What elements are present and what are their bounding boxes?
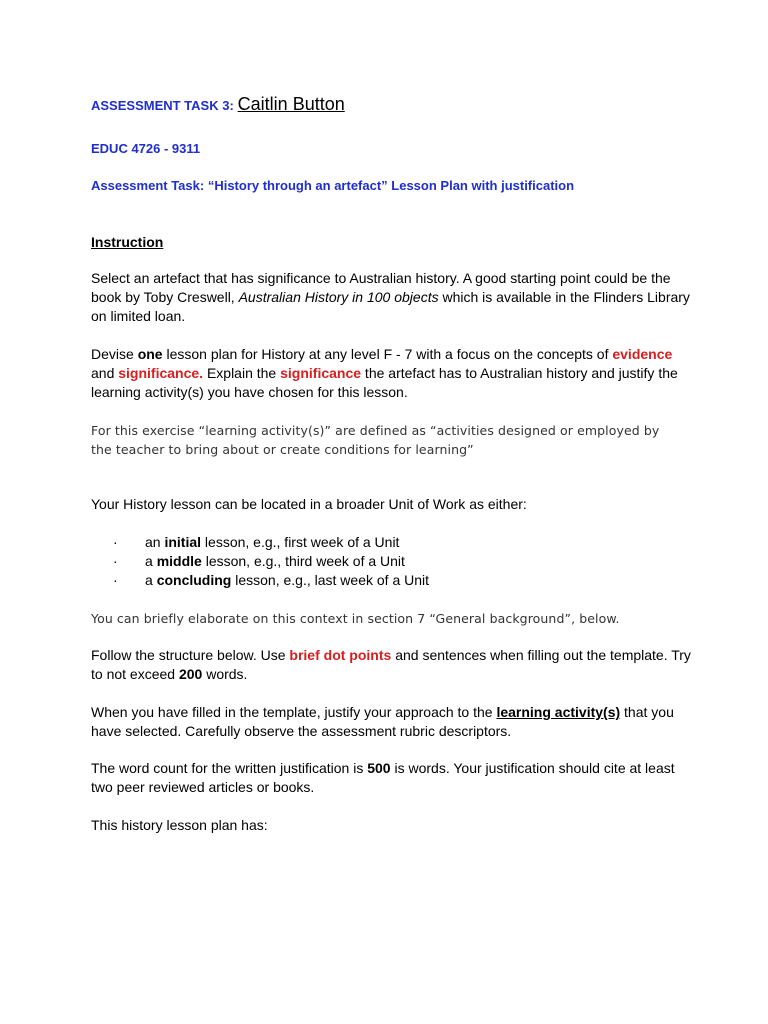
instruction-heading: Instruction (91, 234, 164, 250)
course-code: EDUC 4726 - 9311 (91, 141, 201, 156)
paragraph-lesson-plan-has: This history lesson plan has: (91, 817, 268, 833)
author-name: Caitlin Button (237, 94, 345, 114)
paragraph-artefact: Select an artefact that has significance to Australian history. A good starting point could be the book by Toby Creswell, Australian History in 100 objects which is available in the Flinders Library on limited loan. (91, 270, 690, 324)
learning-activity-keyword: learning activity(s) (496, 704, 621, 720)
paragraph-word-count: The word count for the written justification is 500 is words. Your justification should cite at least two peer reviewed articles or books. (91, 760, 675, 795)
list-item: a middle lesson, e.g., third week of a Unit (145, 553, 405, 569)
evidence-keyword: evidence (612, 346, 673, 362)
paragraph-context-note: You can briefly elaborate on this context in section 7 “General background”, below. (91, 611, 620, 626)
significance-keyword-2: significance (280, 365, 362, 381)
significance-keyword: significance. (118, 365, 204, 381)
paragraph-structure: Follow the structure below. Use brief dot points and sentences when filling out the template. Try to not exceed 200 words. (91, 647, 691, 682)
book-title: Australian History in 100 objects (238, 289, 439, 305)
bullet-marker: · (113, 572, 118, 588)
paragraph-justify: When you have filled in the template, justify your approach to the learning activity(s) that you have selected. Carefully observe the assessment rubric descriptors. (91, 704, 674, 739)
list-item: an initial lesson, e.g., first week of a Unit (145, 534, 400, 550)
bullet-marker: · (113, 553, 118, 569)
task-title: Assessment Task: “History through an artefact” Lesson Plan with justification (91, 178, 575, 193)
paragraph-definition: For this exercise “learning activity(s)” are defined as “activities designed or employed by the teacher to bring about or create conditions for learning” (91, 423, 660, 457)
task-label: ASSESSMENT TASK 3: (91, 98, 234, 113)
task-header (91, 95, 691, 115)
brief-dot-points-keyword: brief dot points (289, 647, 392, 663)
bullet-marker: · (113, 534, 118, 550)
paragraph-devise: Devise one lesson plan for History at any level F - 7 with a focus on the concepts of evidence and significance. Explain the significance the artefact has to Australian history and justify the learning activity(s) you have chosen for this lesson. (91, 346, 678, 400)
paragraph-unit-of-work: Your History lesson can be located in a broader Unit of Work as either: (91, 496, 527, 512)
list-item: a concluding lesson, e.g., last week of a Unit (145, 572, 430, 588)
